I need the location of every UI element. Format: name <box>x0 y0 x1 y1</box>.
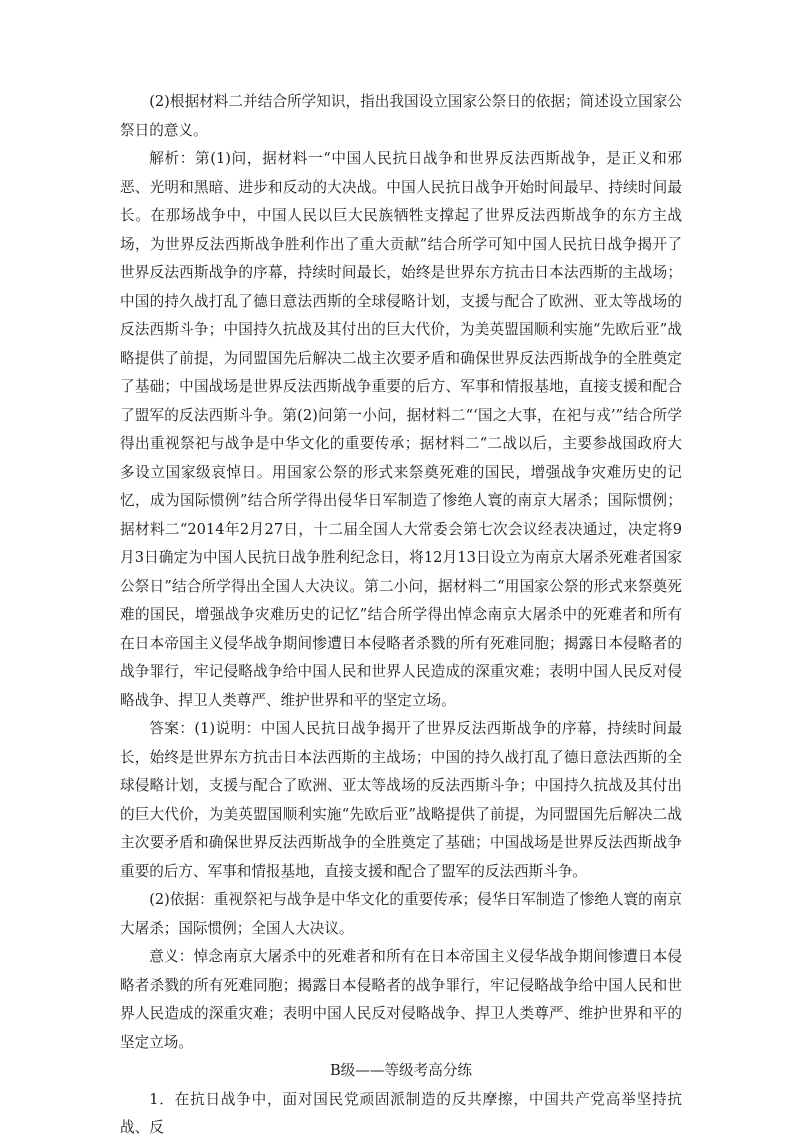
analysis-paragraph: 解析：第(1)问，据材料一“中国人民抗日战争和世界反法西斯战争，是正义和邪恶、光明和黑暗、进步和反动的大决战。中国人民抗日战争开始时间最早、持续时间最长。在那场战争中，中国人民以巨大民族牺牲支撑起了世界反法西斯战争的东方主战场，为世界反法西斯战争胜利作出了重大贡献”结合所学可知中国人民抗日战争揭开了世界反法西斯战争的序幕，持续时间最长，始终是世界东方抗击日本法西斯的主战场；中国的持久战打乱了德日意法西斯的全球侵略计划，支援与配合了欧洲、亚太等战场的反法西斯斗争；中国持久抗战及其付出的巨大代价，为美英盟国顺利实施“先欧后亚”战略提供了前提，为同盟国先后解决二战主次要矛盾和确保世界反法西斯战争的全胜奠定了基础；中国战场是世界反法西斯战争重要的后方、军事和情报基地，直接支援和配合了盟军的反法西斯斗争。第(2)问第一小问，据材料二“‘国之大事，在祀与戎’”结合所学得出重视祭祀与战争是中华文化的重要传承；据材料二“二战以后，主要参战国政府大多设立国家级哀悼日。用国家公祭的形式来祭奠死难的国民，增强战争灾难历史的记忆，成为国际惯例”结合所学得出侵华日军制造了惨绝人寰的南京大屠杀；国际惯例；据材料二“2014年2月27日，十二届全国人大常委会第七次会议经表决通过，决定将9月3日确定为中国人民抗日战争胜利纪念日，将12月13日设立为南京大屠杀死难者国家公祭日”结合所学得出全国人大决议。第二小问，据材料二“用国家公祭的形式来祭奠死难的国民，增强战争灾难历史的记忆”结合所学得出悼念南京大屠杀中的死难者和所有在日本帝国主义侵华战争期间惨遭日本侵略者杀戮的所有死难同胞；揭露日本侵略者的战争罪行，牢记侵略战争给中国人民和世界人民造成的深重灾难；表明中国人民反对侵略战争、捍卫人类尊严、维护世界和平的坚定立场。 <box>120 150 682 709</box>
answer-part-1: 答案：(1)说明：中国人民抗日战争揭开了世界反法西斯战争的序幕，持续时间最长，始终是世界东方抗击日本法西斯的主战场；中国的持久战打乱了德日意法西斯的全球侵略计划，支援与配合了欧洲、亚太等战场的反法西斯斗争；中国持久抗战及其付出的巨大代价，为美英盟国顺利实施“先欧后亚”战略提供了前提，为同盟国先后解决二战主次要矛盾和确保世界反法西斯战争的全胜奠定了基础；中国战场是世界反法西斯战争重要的后方、军事和情报基地，直接支援和配合了盟军的反法西斯斗争。 <box>120 720 682 880</box>
answer-part-2-basis: (2)依据：重视祭祀与战争是中华文化的重要传承；侵华日军制造了惨绝人寰的南京大屠杀；国际惯例；全国人大决议。 <box>120 891 682 937</box>
document-body <box>120 88 682 1143</box>
question-2-prompt: (2)根据材料二并结合所学知识，指出我国设立国家公祭日的依据；简述设立国家公祭日的意义。 <box>120 93 682 139</box>
answer-part-2-significance: 意义：悼念南京大屠杀中的死难者和所有在日本帝国主义侵华战争期间惨遭日本侵略者杀戮的所有死难同胞；揭露日本侵略者的战争罪行，牢记侵略战争给中国人民和世界人民造成的深重灾难；表明中国人民反对侵略战争、捍卫人类尊严、维护世界和平的坚定立场。 <box>120 948 682 1051</box>
section-heading: B级——等级考高分练 <box>329 1062 473 1079</box>
question-1-text: 1．在抗日战争中，面对国民党顽固派制造的反共摩擦，中国共产党高举坚持抗战、反 <box>120 1090 682 1136</box>
